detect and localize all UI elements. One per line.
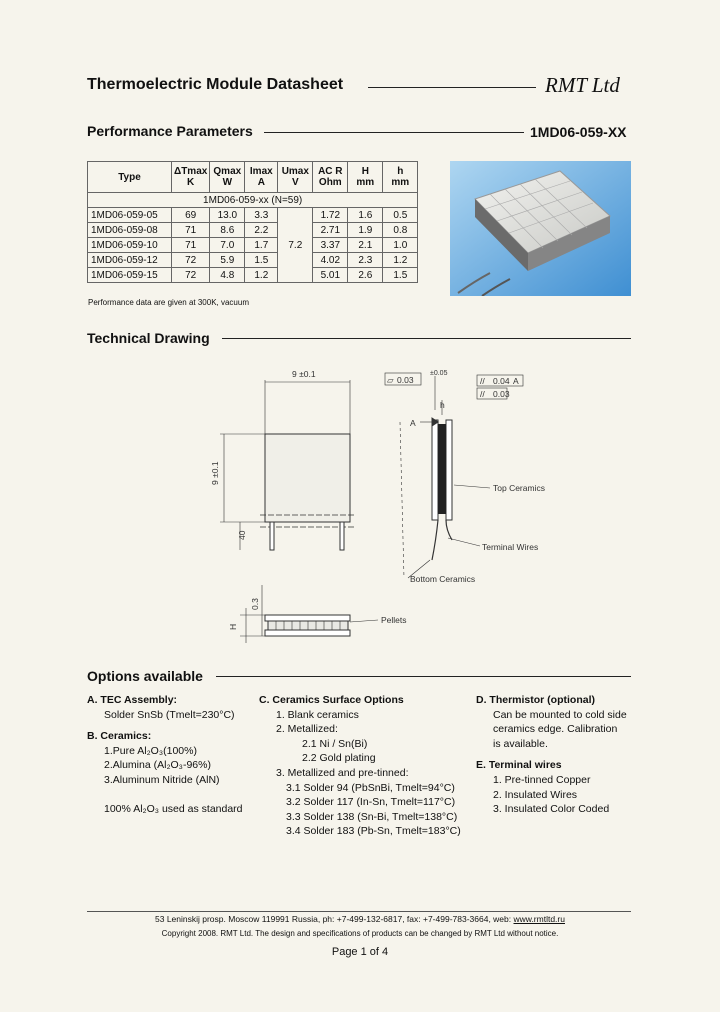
dim-parallel: 0.04 [493, 376, 510, 386]
options-heading: Options available [87, 668, 203, 684]
label-bottom-ceramics: Bottom Ceramics [410, 574, 476, 584]
col-type: Type [88, 162, 172, 193]
label-terminal-wires: Terminal Wires [482, 542, 539, 552]
opt-heading-b: B. Ceramics: [87, 730, 152, 743]
dim-height: 9 ±0.1 [210, 461, 220, 485]
dim-parallel2: 0.03 [493, 389, 510, 399]
datum-ref: A [513, 376, 519, 386]
opt-line: 2. Insulated Wires [493, 788, 578, 801]
cell-r: 2.71 [313, 223, 348, 238]
cell-i: 1.7 [245, 238, 278, 253]
dim-h: h [440, 400, 445, 410]
cell-h: 1.0 [383, 238, 418, 253]
cell-r: 1.72 [313, 208, 348, 223]
opt-line: 1. Pre-tinned Copper [493, 773, 591, 786]
cell-q: 13.0 [210, 208, 245, 223]
technical-drawing [200, 360, 600, 645]
table-row [88, 208, 418, 223]
table-group-row [88, 193, 418, 208]
col-umax: Umax V [278, 162, 313, 193]
cell-dt: 72 [172, 268, 210, 283]
dim-flat: 0.03 [397, 375, 414, 385]
cell-i: 2.2 [245, 223, 278, 238]
cell-H: 1.9 [348, 223, 383, 238]
table-row [88, 268, 418, 283]
opt-line: 3. Insulated Color Coded [493, 803, 610, 816]
cell-h: 1.2 [383, 253, 418, 268]
cell-dt: 71 [172, 223, 210, 238]
cell-umax: 7.2 [278, 208, 313, 283]
options-col-1 [87, 693, 257, 816]
opt-line: 3.Aluminum Nitride (AlN) [104, 773, 220, 786]
parallel-symbol: // [480, 389, 485, 399]
opt-heading-a: A. TEC Assembly: [87, 694, 178, 706]
model-number: 1MD06-059-XX [530, 124, 627, 140]
opt-line: 3.4 Solder 183 (Pb-Sn, Tmelt=183°C) [286, 825, 461, 838]
cell-type: 1MD06-059-15 [88, 268, 172, 283]
options-rule [216, 676, 631, 677]
datum-label: A [410, 418, 416, 428]
cell-h: 0.5 [383, 208, 418, 223]
cell-q: 4.8 [210, 268, 245, 283]
footer-address [60, 914, 660, 924]
col-dt: ΔTmax K [172, 162, 210, 193]
cell-i: 3.3 [245, 208, 278, 223]
footer-copyright: Copyright 2008. RMT Ltd. The design and specifications of products can be changed by RMT Ltd without notice. [161, 929, 559, 938]
cell-type: 1MD06-059-08 [88, 223, 172, 238]
opt-line: 3.2 Solder 117 (In-Sn, Tmelt=117°C) [286, 796, 456, 809]
opt-line: 3. Metallized and pre-tinned: [276, 766, 409, 779]
opt-line: Can be mounted to cold side [493, 708, 627, 721]
parallel-symbol: // [480, 376, 485, 386]
dim-bottom: 0.3 [250, 598, 260, 610]
brand-logo: RMT Ltd [545, 73, 620, 97]
cell-dt: 72 [172, 253, 210, 268]
cell-r: 3.37 [313, 238, 348, 253]
cell-type: 1MD06-059-05 [88, 208, 172, 223]
table-row [88, 238, 418, 253]
cell-dt: 69 [172, 208, 210, 223]
front-view-ceramic [265, 434, 350, 522]
col-acr: AC R Ohm [313, 162, 348, 193]
opt-line: 3.1 Solder 94 (PbSnBi, Tmelt=94°C) [286, 781, 455, 794]
cell-h: 1.5 [383, 268, 418, 283]
opt-line: is available. [493, 737, 548, 750]
cell-i: 1.5 [245, 253, 278, 268]
col-imax: Imax A [245, 162, 278, 193]
drawing-heading: Technical Drawing [87, 330, 210, 346]
opt-line: 100% Al₂O₃ used as standard [104, 802, 243, 815]
opt-line: 2.1 Ni / Sn(Bi) [302, 737, 368, 750]
opt-heading-d: D. Thermistor (optional) [476, 694, 595, 706]
dim-width: 9 ±0.1 [292, 369, 316, 379]
opt-line: 1. Blank ceramics [276, 708, 359, 721]
table-header-row [88, 162, 418, 193]
opt-line: 2. Metallized: [276, 723, 338, 736]
address-text: 53 Leninskij prosp. Moscow 119991 Russia, ph: +7-499-132-6817, fax: +7-499-783-3664, web: [155, 914, 514, 924]
opt-line: Solder SnSb (Tmelt=230°C) [104, 708, 235, 721]
cell-r: 4.02 [313, 253, 348, 268]
dim-flat2: ±0.05 [430, 370, 448, 377]
options-col-3 [476, 693, 636, 817]
table-row [88, 223, 418, 238]
cell-H: 2.1 [348, 238, 383, 253]
cell-i: 1.2 [245, 268, 278, 283]
performance-rule [264, 132, 524, 133]
opt-line: 1.Pure Al₂O₃(100%) [104, 744, 197, 757]
cell-q: 8.6 [210, 223, 245, 238]
cell-H: 2.6 [348, 268, 383, 283]
col-H: H mm [348, 162, 383, 193]
opt-line: ceramics edge. Calibration [493, 723, 618, 736]
flatness-symbol: ⏥ [387, 375, 394, 385]
col-h: h mm [383, 162, 418, 193]
module-photo [450, 161, 631, 296]
document-title: Thermoelectric Module Datasheet [87, 76, 344, 93]
cell-type: 1MD06-059-10 [88, 238, 172, 253]
cell-H: 2.3 [348, 253, 383, 268]
label-top-ceramics: Top Ceramics [493, 483, 545, 493]
cell-r: 5.01 [313, 268, 348, 283]
module-photo-svg [450, 161, 631, 296]
options-col-2 [259, 693, 469, 839]
dim-H: H [228, 623, 238, 630]
cell-q: 5.9 [210, 253, 245, 268]
cell-H: 1.6 [348, 208, 383, 223]
dim-leads: 40 [237, 530, 247, 540]
performance-note: Performance data are given at 300K, vacuum [88, 298, 249, 307]
drawing-rule [222, 338, 631, 339]
opt-heading-e: E. Terminal wires [476, 759, 562, 772]
page-number: Page 1 of 4 [331, 946, 389, 958]
performance-heading: Performance Parameters [87, 123, 253, 139]
opt-line: 3.3 Solder 138 (Sn-Bi, Tmelt=138°C) [286, 810, 458, 823]
cell-type: 1MD06-059-12 [88, 253, 172, 268]
label-pellets: Pellets [381, 615, 407, 625]
table-row [88, 253, 418, 268]
cell-h: 0.8 [383, 223, 418, 238]
opt-heading-c: C. Ceramics Surface Options [259, 694, 404, 706]
opt-line: 2.Alumina (Al₂O₃-96%) [104, 759, 211, 772]
group-label: 1MD06-059-xx (N=59) [88, 193, 418, 208]
footer-rule [87, 911, 631, 912]
col-qmax: Qmax W [210, 162, 245, 193]
cell-q: 7.0 [210, 238, 245, 253]
cell-dt: 71 [172, 238, 210, 253]
header-rule [368, 87, 536, 88]
performance-table [87, 161, 418, 283]
website-link[interactable]: www.rmtltd.ru [513, 914, 565, 924]
opt-line: 2.2 Gold plating [302, 752, 376, 765]
